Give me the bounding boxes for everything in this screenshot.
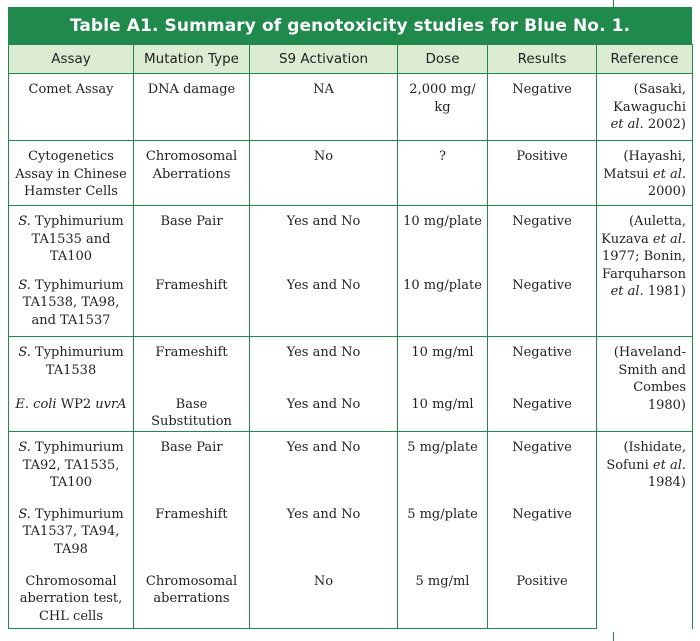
table-row [9,141,693,206]
cell-result: Negative [488,432,597,499]
cell-result: Negative [488,389,597,432]
cell-s9: No [250,141,398,206]
table-row [9,206,693,270]
cell-result: Negative [488,499,597,566]
cell-result: Negative [488,337,597,389]
cell-mutation: Base Pair [134,206,250,270]
cell-reference: (Auletta, Kuzava et al. 1977; Bonin, Farquharson et al. 1981) [597,206,693,337]
cell-reference: (Sasaki, Kawaguchi et al. 2002) [597,74,693,141]
header-s9-activation: S9 Activation [250,45,398,74]
cell-mutation: Frameshift [134,337,250,389]
cell-s9: NA [250,74,398,141]
cell-assay: S. Typhimurium TA1538 [9,337,134,389]
cell-assay: S. Typhimurium TA1535 and TA100 [9,206,134,270]
table-row [9,389,693,432]
cell-result: Positive [488,566,597,629]
cell-dose: 10 mg/plate [398,270,488,337]
cell-dose: 10 mg/ml [398,337,488,389]
cell-reference: (Haveland-Smith and Combes 1980) [597,337,693,432]
table-row [9,499,693,566]
header-results: Results [488,45,597,74]
cell-assay: Cytogenetics Assay in Chinese Hamster Cells [9,141,134,206]
table-row [9,432,693,499]
cell-dose: ? [398,141,488,206]
cell-assay: S. Typhimurium TA1537, TA94, TA98 [9,499,134,566]
cell-mutation: Chromosomal Aberrations [134,141,250,206]
cell-result: Positive [488,141,597,206]
cell-assay: E. coli WP2 uvrA [9,389,134,432]
cell-dose: 5 mg/plate [398,499,488,566]
cell-s9: Yes and No [250,206,398,270]
table-title: Table A1. Summary of genotoxicity studies for Blue No. 1. [8,7,692,44]
header-mutation-type: Mutation Type [134,45,250,74]
cell-dose: 5 mg/plate [398,432,488,499]
cell-s9: Yes and No [250,389,398,432]
margin-rule-bottom [613,632,614,641]
cell-reference: (Hayashi, Matsui et al. 2000) [597,141,693,206]
header-assay: Assay [9,45,134,74]
table-row [9,566,693,629]
header-dose: Dose [398,45,488,74]
cell-result: Negative [488,206,597,270]
cell-s9: Yes and No [250,432,398,499]
cell-result: Negative [488,74,597,141]
cell-s9: Yes and No [250,499,398,566]
header-reference: Reference [597,45,693,74]
cell-mutation: Frameshift [134,499,250,566]
cell-mutation: DNA damage [134,74,250,141]
cell-s9: Yes and No [250,270,398,337]
margin-rule-top [613,0,614,7]
genotoxicity-table-panel [8,7,692,632]
cell-result: Negative [488,270,597,337]
cell-reference: (Ishidate, Sofuni et al. 1984) [597,432,693,629]
cell-dose: 10 mg/plate [398,206,488,270]
cell-dose: 10 mg/ml [398,389,488,432]
header-row [9,45,693,74]
cell-mutation: Base Substitution [134,389,250,432]
cell-s9: No [250,566,398,629]
cell-assay: S. Typhimurium TA1538, TA98, and TA1537 [9,270,134,337]
cell-mutation: Frameshift [134,270,250,337]
table-row [9,74,693,141]
genotoxicity-table [8,44,693,629]
cell-mutation: Base Pair [134,432,250,499]
cell-assay: Comet Assay [9,74,134,141]
cell-dose: 5 mg/ml [398,566,488,629]
cell-s9: Yes and No [250,337,398,389]
cell-mutation: Chromosomal aberrations [134,566,250,629]
cell-assay: Chromosomal aberration test, CHL cells [9,566,134,629]
cell-dose: 2,000 mg/ kg [398,74,488,141]
table-row [9,270,693,337]
table-row [9,337,693,389]
cell-assay: S. Typhimurium TA92, TA1535, TA100 [9,432,134,499]
